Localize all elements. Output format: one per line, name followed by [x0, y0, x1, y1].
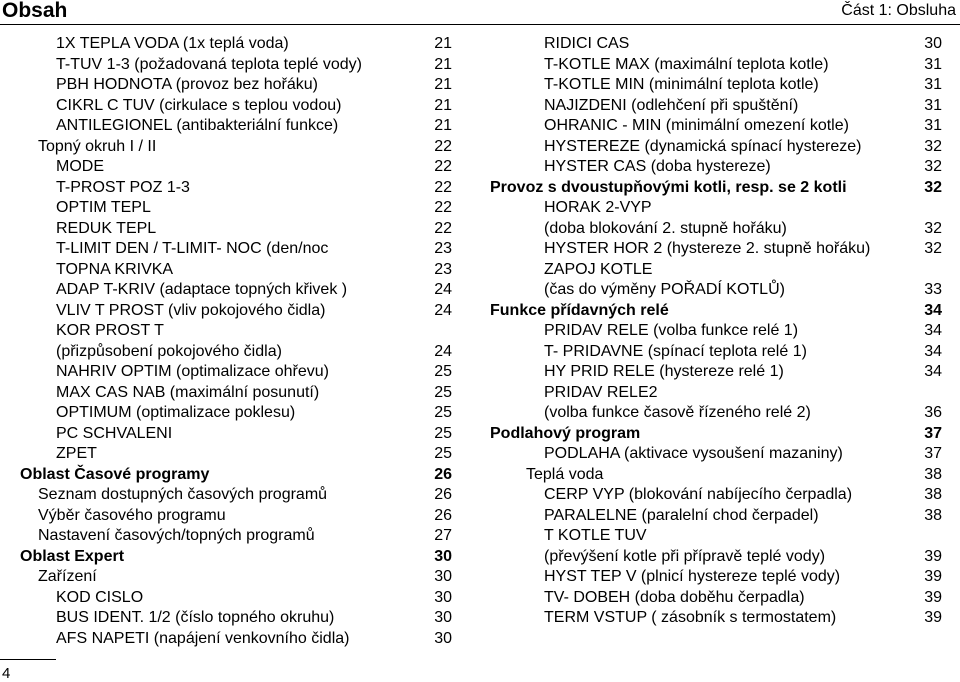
toc-entry	[490, 301, 942, 322]
toc-entry-text: T-LIMIT DEN / T-LIMIT- NOC (den/noc	[56, 240, 329, 257]
toc-entry	[490, 588, 942, 609]
toc-entry-page: 24	[434, 281, 452, 298]
toc-entry	[490, 260, 942, 281]
toc-entry-text: Seznam dostupných časových programů	[38, 486, 328, 503]
toc-entry	[0, 178, 452, 199]
toc-entry-text: AFS NAPETI (napájení venkovního čidla)	[56, 629, 350, 647]
toc-entry	[0, 157, 452, 178]
toc-entry	[490, 547, 942, 568]
toc-entry	[0, 96, 452, 117]
toc-entry-page: 32	[924, 158, 942, 175]
toc-entry-page: 25	[434, 424, 452, 442]
toc-entry-text: (doba blokování 2. stupně hořáku)	[544, 219, 787, 237]
toc-entry	[490, 485, 942, 506]
toc-entry-page: 31	[924, 76, 942, 93]
toc-entry-page: 32	[924, 178, 942, 196]
toc-entry-text: HORAK 2-VYP	[544, 199, 652, 216]
toc-entry-text: T-KOTLE MAX (maximální teplota kotle)	[544, 55, 829, 73]
toc-entry-page: 32	[924, 137, 942, 155]
toc-entry	[490, 321, 942, 342]
toc-entry-page: 32	[924, 219, 942, 237]
toc-entry-text: CERP VYP (blokování nabíjecího čerpadla)	[544, 486, 853, 503]
toc-entry	[0, 55, 452, 76]
toc-entry-page: 25	[434, 445, 452, 462]
toc-entry-page: 34	[924, 363, 942, 380]
toc-entry-text: Funkce přídavných relé	[490, 301, 669, 319]
toc-entry-text: VLIV T PROST (vliv pokojového čidla)	[56, 301, 326, 319]
toc-entry	[490, 157, 942, 178]
toc-entry-page: 38	[924, 486, 942, 503]
toc-entry-page: 38	[924, 506, 942, 524]
toc-entry-page: 22	[434, 199, 452, 216]
toc-entry-page: 30	[434, 588, 452, 606]
toc-entry	[0, 567, 452, 588]
toc-entry-text: T-TUV 1-3 (požadovaná teplota teplé vody)	[56, 55, 362, 73]
toc-entry	[490, 116, 942, 137]
toc-entry	[0, 444, 452, 465]
toc-entry-text: ADAP T-KRIV (adaptace topných křivek )	[56, 281, 348, 298]
toc-entry-text: HYST TEP V (plnicí hystereze teplé vody)	[544, 568, 841, 585]
footer-rule	[0, 659, 56, 660]
toc-entry-page: 34	[924, 342, 942, 360]
toc-entry-text: HYSTEREZE (dynamická spínací hystereze)	[544, 137, 862, 155]
toc-entry-page: 34	[924, 322, 942, 339]
toc-entry-text: PRIDAV RELE2	[544, 383, 658, 401]
toc-entry	[0, 485, 452, 506]
toc-entry-text: T-KOTLE MIN (minimální teplota kotle)	[544, 76, 819, 93]
toc-entry-page: 22	[434, 137, 452, 155]
toc-entry	[490, 465, 942, 486]
toc-column-left	[0, 34, 452, 649]
toc-entry-text: T-PROST POZ 1-3	[56, 178, 190, 196]
toc-entry-page: 30	[434, 609, 452, 626]
toc-entry-text: Nastavení časových/topných programů	[38, 527, 315, 544]
toc-entry-page: 26	[434, 486, 452, 503]
toc-entry-page: 30	[434, 568, 452, 585]
toc-entry-page: 31	[924, 117, 942, 134]
toc-entry	[0, 321, 452, 342]
toc-entry	[0, 608, 452, 629]
toc-entry	[0, 116, 452, 137]
toc-entry-text: OPTIMUM (optimalizace poklesu)	[56, 404, 296, 421]
toc-entry	[490, 55, 942, 76]
toc-entry	[0, 239, 452, 260]
toc-entry-text: OPTIM TEPL	[56, 199, 151, 216]
toc-entry-text: ANTILEGIONEL (antibakteriální funkce)	[56, 117, 339, 134]
toc-entry-text: MAX CAS NAB (maximální posunutí)	[56, 383, 320, 401]
toc-entry	[0, 383, 452, 404]
toc-entry-page: 31	[924, 96, 942, 114]
toc-entry-text: Podlahový program	[490, 424, 641, 442]
toc-entry-text: NAJIZDENI (odlehčení při spuštění)	[544, 96, 799, 114]
toc-entry-text: (převýšení kotle při přípravě teplé vody)	[544, 547, 826, 565]
toc-entry	[490, 444, 942, 465]
toc-entry-page: 22	[434, 219, 452, 237]
toc-entry-text: OHRANIC - MIN (minimální omezení kotle)	[544, 117, 849, 134]
toc-entry	[0, 424, 452, 445]
toc-entry	[490, 608, 942, 629]
toc-entry	[0, 137, 452, 158]
toc-entry	[0, 403, 452, 424]
toc-entry-text: PC SCHVALENI	[56, 424, 173, 442]
toc-entry	[0, 75, 452, 96]
toc-entry	[490, 362, 942, 383]
toc-entry-text: (přizpůsobení pokojového čidla)	[56, 342, 282, 360]
toc-entry-page: 21	[434, 55, 452, 73]
toc-entry	[0, 260, 452, 281]
toc-entry-page: 39	[924, 588, 942, 606]
toc-entry-text: Výběr časového programu	[38, 506, 226, 524]
toc-entry	[490, 96, 942, 117]
toc-entry-page: 23	[434, 260, 452, 278]
toc-entry	[490, 383, 942, 404]
toc-entry-text: PRIDAV RELE (volba funkce relé 1)	[544, 322, 799, 339]
toc-entry-text: TV- DOBEH (doba doběhu čerpadla)	[544, 588, 805, 606]
toc-entry-text: NAHRIV OPTIM (optimalizace ohřevu)	[56, 363, 329, 380]
toc-entry	[0, 526, 452, 547]
toc-entry	[490, 506, 942, 527]
toc-entry-page: 25	[434, 383, 452, 401]
toc-entry-page: 21	[434, 117, 452, 134]
page-title: Obsah	[2, 0, 68, 22]
toc-entry	[490, 219, 942, 240]
toc-entry-text: CIKRL C TUV (cirkulace s teplou vodou)	[56, 96, 342, 114]
toc-entry	[490, 137, 942, 158]
toc-entry-text: HY PRID RELE (hystereze relé 1)	[544, 363, 784, 380]
toc-entry-text: HYSTER HOR 2 (hystereze 2. stupně hořáku)	[544, 240, 871, 257]
toc-entry-text: TOPNA KRIVKA	[56, 260, 174, 278]
toc-entry-page: 32	[924, 240, 942, 257]
toc-entry-page: 30	[434, 547, 452, 565]
toc-entry-page: 21	[434, 35, 452, 52]
toc-entry-text: ZPET	[56, 445, 97, 462]
toc-entry	[490, 178, 942, 199]
toc-entry-page: 34	[924, 301, 942, 319]
toc-entry	[0, 219, 452, 240]
toc-entry-text: TERM VSTUP ( zásobník s termostatem)	[544, 609, 837, 626]
toc-entry-text: 1X TEPLA VODA (1x teplá voda)	[56, 35, 289, 52]
toc-entry-page: 33	[924, 281, 942, 298]
toc-entry	[0, 362, 452, 383]
toc-entry-page: 30	[434, 629, 452, 647]
toc-entry-text: T KOTLE TUV	[544, 527, 647, 544]
toc-entry	[0, 198, 452, 219]
toc-entry-page: 30	[924, 35, 942, 52]
toc-entry	[490, 239, 942, 260]
toc-entry	[490, 403, 942, 424]
toc-entry	[0, 588, 452, 609]
toc-entry-page: 26	[434, 506, 452, 524]
toc-entry	[490, 342, 942, 363]
toc-entry-page: 21	[434, 76, 452, 93]
toc-entry-page: 27	[434, 527, 452, 544]
toc-entry-page: 39	[924, 547, 942, 565]
toc-entry	[490, 198, 942, 219]
toc-entry-text: BUS IDENT. 1/2 (číslo topného okruhu)	[56, 609, 335, 626]
toc-entry	[0, 280, 452, 301]
toc-entry-page: 24	[434, 301, 452, 319]
toc-entry	[490, 567, 942, 588]
toc-entry-text: RIDICI CAS	[544, 35, 630, 52]
toc-entry-page: 37	[924, 445, 942, 462]
toc-entry	[0, 301, 452, 322]
toc-entry-text: MODE	[56, 158, 104, 175]
toc-entry	[0, 342, 452, 363]
toc-entry-page: 31	[924, 55, 942, 73]
toc-entry-page: 26	[434, 465, 452, 483]
toc-entry-text: KOR PROST T	[56, 322, 164, 339]
toc-entry	[0, 465, 452, 486]
toc-entry-text: ZAPOJ KOTLE	[544, 260, 653, 278]
page-number: 4	[2, 665, 11, 682]
toc-entry-text: Topný okruh I / II	[38, 137, 157, 155]
toc-entry-page: 38	[924, 465, 942, 483]
toc-entry-text: HYSTER CAS (doba hystereze)	[544, 158, 771, 175]
toc-entry-text: PODLAHA (aktivace vysoušení mazaniny)	[544, 445, 843, 462]
toc-entry-text: PARALELNE (paralelní chod čerpadel)	[544, 506, 819, 524]
toc-entry-text: Zařízení	[38, 568, 97, 585]
toc-entry-page: 37	[924, 424, 942, 442]
toc-entry-page: 24	[434, 342, 452, 360]
toc-entry	[490, 526, 942, 547]
toc-entry-text: Oblast Expert	[20, 547, 125, 565]
toc-entry-page: 21	[434, 96, 452, 114]
toc-entry-text: Oblast Časové programy	[20, 465, 210, 483]
toc-entry-text: Provoz s dvoustupňovými kotli, resp. se 2 kotli	[490, 178, 847, 196]
toc-entry-text: (čas do výměny POŘADÍ KOTLŮ)	[544, 281, 785, 298]
toc-entry	[490, 424, 942, 445]
toc-entry	[490, 280, 942, 301]
toc-entry	[0, 506, 452, 527]
toc-entry-page: 22	[434, 178, 452, 196]
toc-entry-page: 39	[924, 609, 942, 626]
toc-entry-page: 36	[924, 404, 942, 421]
toc-entry-page: 22	[434, 158, 452, 175]
toc-entry	[0, 547, 452, 568]
toc-entry-page: 25	[434, 404, 452, 421]
toc-entry-text: Teplá voda	[526, 465, 604, 483]
toc-entry	[0, 34, 452, 55]
toc-entry-text: T- PRIDAVNE (spínací teplota relé 1)	[544, 342, 807, 360]
toc-entry-page: 23	[434, 240, 452, 257]
toc-entry-text: KOD CISLO	[56, 588, 144, 606]
toc-entry-page: 39	[924, 568, 942, 585]
part-label: Část 1: Obsluha	[841, 2, 956, 19]
toc-entry	[490, 34, 942, 55]
toc-entry-text: PBH HODNOTA (provoz bez hořáku)	[56, 76, 319, 93]
toc-entry	[490, 75, 942, 96]
toc-entry-text: (volba funkce časově řízeného relé 2)	[544, 404, 811, 421]
page-header	[0, 0, 960, 25]
toc-entry	[0, 629, 452, 650]
toc-column-right	[490, 34, 942, 629]
toc-entry-text: REDUK TEPL	[56, 219, 157, 237]
toc-entry-page: 25	[434, 363, 452, 380]
